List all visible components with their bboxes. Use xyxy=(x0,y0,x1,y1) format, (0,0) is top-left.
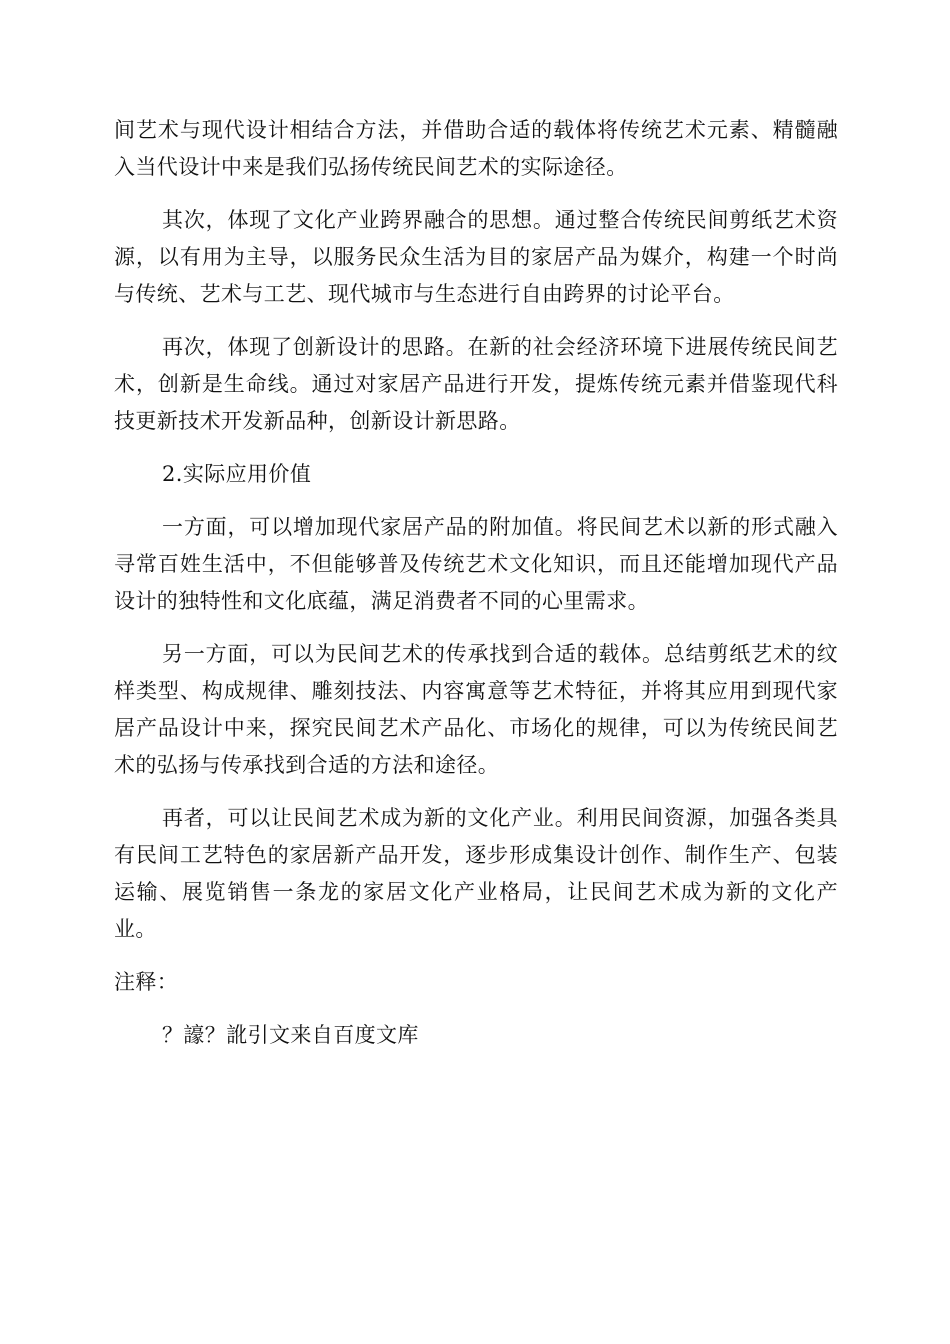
notes-label: 注释： xyxy=(114,970,179,994)
paragraph-cultural-industry: 再者，可以让民间艺术成为新的文化产业。利用民间资源，加强各类具有民间工艺特色的家居新产品开发，逐步形成集设计创作、制作生产、包装运输、展览销售一条龙的家居文化产业格局，让民间艺术成为新的文化产业。 xyxy=(114,806,838,941)
paragraph-continuation: 间艺术与现代设计相结合方法，并借助合适的载体将传统艺术元素、精髓融入当代设计中来是我们弘扬传统民间艺术的实际途径。 xyxy=(114,118,838,179)
paragraph-heritage-carrier: 另一方面，可以为民间艺术的传承找到合适的载体。总结剪纸艺术的纹样类型、构成规律、雕刻技法、内容寓意等艺术特征，并将其应用到现代家居产品设计中来，探究民间艺术产品化、市场化的规律，可以为传统民间艺术的弘扬与传承找到合适的方法和途径。 xyxy=(114,642,838,777)
paragraph-innovation: 再次，体现了创新设计的思路。在新的社会经济环境下进展传统民间艺术，创新是生命线。通过对家居产品进行开发，提炼传统元素并借鉴现代科技更新技术开发新品种，创新设计新思路。 xyxy=(114,335,838,433)
paragraph-cultural-fusion: 其次，体现了文化产业跨界融合的思想。通过整合传统民间剪纸艺术资源，以有用为主导，以服务民众生活为目的家居产品为媒介，构建一个时尚与传统、艺术与工艺、现代城市与生态进行自由跨界的讨论平台。 xyxy=(114,208,838,306)
paragraph-added-value: 一方面，可以增加现代家居产品的附加值。将民间艺术以新的形式融入寻常百姓生活中，不但能够普及传统艺术文化知识，而且还能增加现代产品设计的独特性和文化底蕴，满足消费者不同的心里需求。 xyxy=(114,515,838,613)
note-item: ？譹？訛引文来自百度文库 xyxy=(162,1023,419,1047)
document-body xyxy=(114,112,838,1054)
section-heading-practical-value: 2.实际应用价值 xyxy=(162,462,312,486)
